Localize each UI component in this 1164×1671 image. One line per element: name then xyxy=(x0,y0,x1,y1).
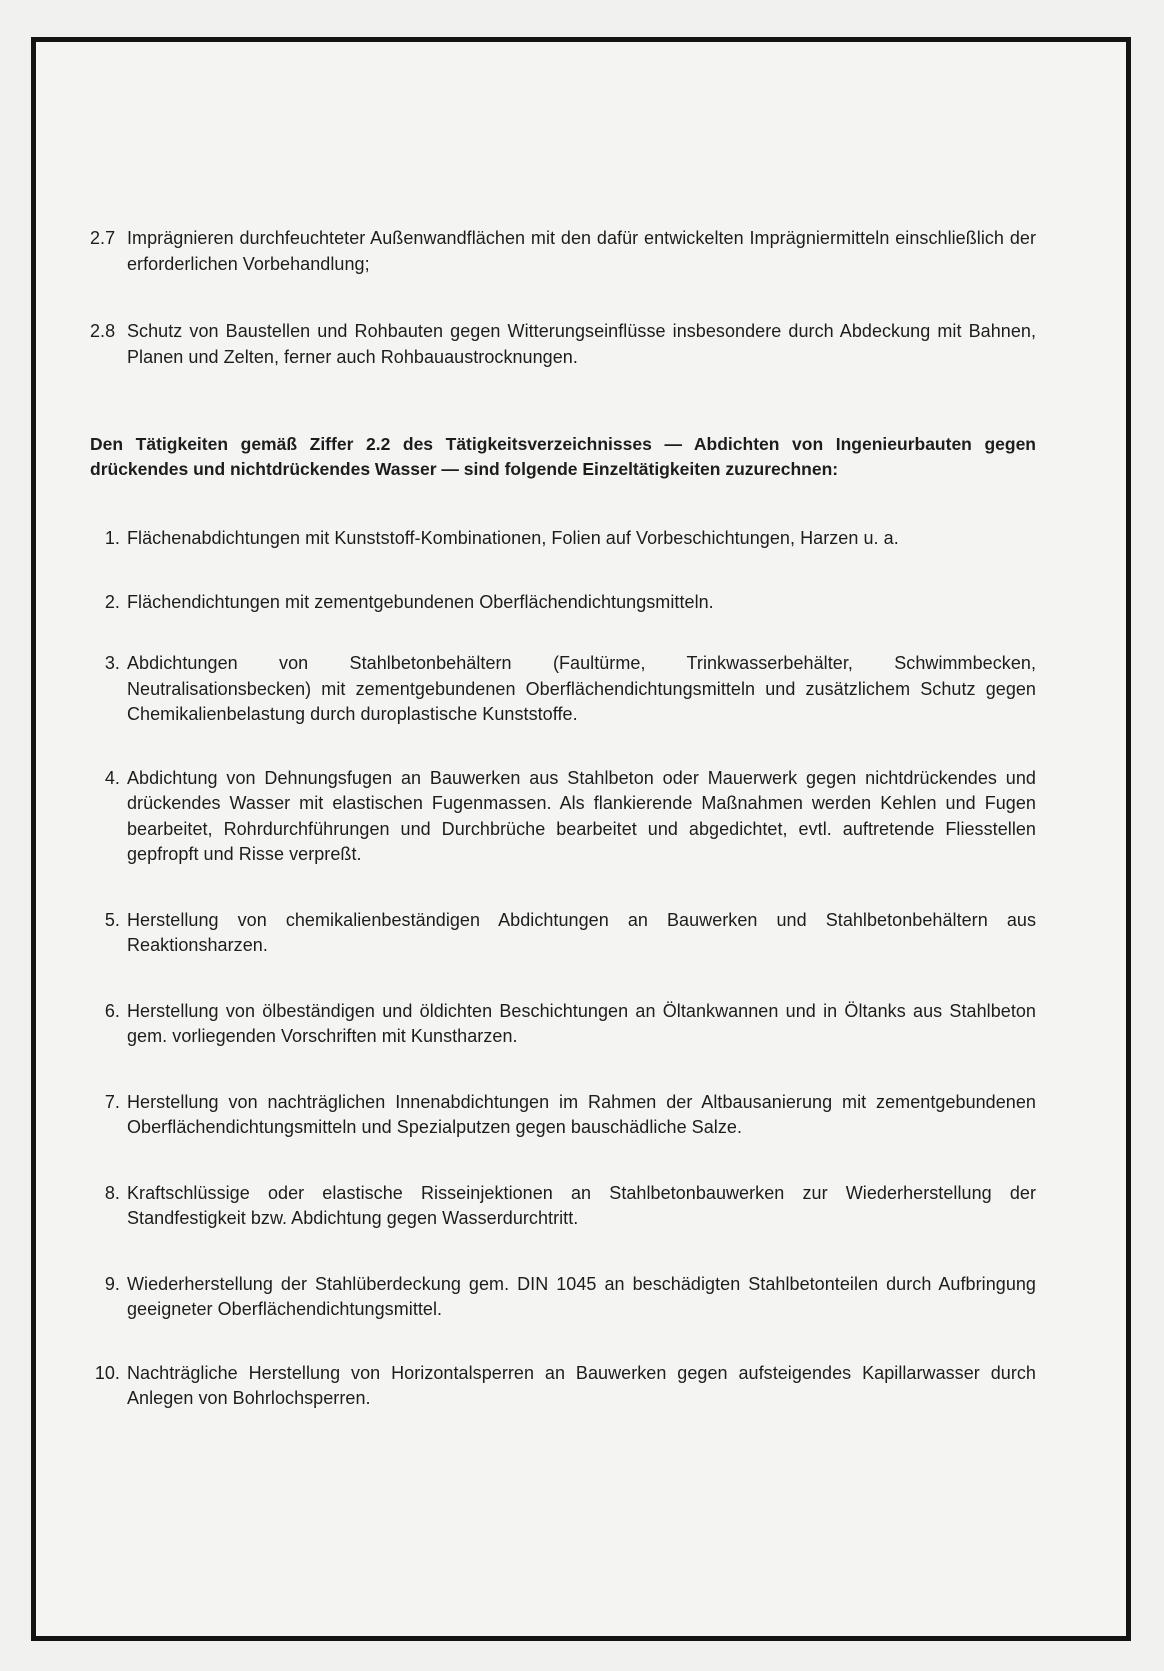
item-text: Herstellung von nachträglichen Innenabdichtungen im Rahmen der Altbausanierung mit zementgebundenen Oberflächendichtungsmitteln und Spezialputzen gegen bauschädliche Salze. xyxy=(127,1091,1036,1137)
item-number: 9. xyxy=(104,1273,120,1294)
item-number: 4. xyxy=(104,767,120,788)
item-number: 3. xyxy=(104,653,120,673)
item-text: Abdichtung von Dehnungsfugen an Bauwerken aus Stahlbeton oder Mauerwerk gegen nichtdrückendes und drückendes Wasser mit elastischen Fugenmassen. Als flankierende Maßnahmen werden Kehlen und Fugen bearbeitet, Rohrdurchführungen und Durchbrüche bearbeitet und abgedichtet, evtl. auftretende Fliesstellen gepfropft und Risse verpreßt. xyxy=(127,767,1036,864)
section-2-7 xyxy=(90,226,1036,277)
list-item-8 xyxy=(90,1181,1036,1232)
item-number: 1. xyxy=(104,528,120,548)
list-item-4 xyxy=(90,766,1036,868)
item-number: 10. xyxy=(94,1362,120,1383)
item-text: Flächenabdichtungen mit Kunststoff-Kombinationen, Folien auf Vorbeschichtungen, Harzen u. a. xyxy=(127,528,899,548)
item-text: Flächendichtungen mit zementgebundenen Oberflächendichtungsmitteln. xyxy=(127,591,714,612)
section-text: Imprägnieren durchfeuchteter Außenwandflächen mit den dafür entwickelten Imprägniermitteln einschließlich der erforderlichen Vorbehandlung; xyxy=(127,228,1036,274)
document-body xyxy=(90,176,1036,1412)
item-number: 7. xyxy=(104,1091,120,1112)
list-item-9 xyxy=(90,1272,1036,1323)
section-2-8 xyxy=(90,319,1036,370)
item-number: 5. xyxy=(104,909,120,930)
item-text: Herstellung von chemikalienbeständigen Abdichtungen an Bauwerken und Stahlbetonbehältern aus Reaktionsharzen. xyxy=(127,909,1036,955)
item-text: Herstellung von ölbeständigen und öldichten Beschichtungen an Öltankwannen und in Öltanks aus Stahlbeton gem. vorliegenden Vorschriften mit Kunstharzen. xyxy=(127,1000,1036,1046)
list-item-1 xyxy=(90,526,1036,552)
item-text: Kraftschlüssige oder elastische Risseinjektionen an Stahlbetonbauwerken zur Wiederherstellung der Standfestigkeit bzw. Abdichtung gegen Wasserdurchtritt. xyxy=(127,1182,1036,1228)
list-item-10 xyxy=(90,1361,1036,1412)
list-item-6 xyxy=(90,999,1036,1050)
list-item-5 xyxy=(90,908,1036,959)
item-text: Wiederherstellung der Stahlüberdeckung gem. DIN 1045 an beschädigten Stahlbetonteilen durch Aufbringung geeigneter Oberflächendichtungsmittel. xyxy=(127,1273,1036,1319)
item-text: Abdichtungen von Stahlbetonbehältern (Faultürme, Trinkwasserbehälter, Schwimmbecken, Neutralisationsbecken) mit zementgebundenen Oberflächendichtungsmitteln und zusätzlichem Schutz gegen Chemikalienbelastung durch duroplastische Kunststoffe. xyxy=(127,653,1036,724)
list-item-7 xyxy=(90,1090,1036,1141)
section-number: 2.8 xyxy=(90,321,116,341)
item-number: 6. xyxy=(104,1000,120,1021)
item-number: 2. xyxy=(104,591,120,612)
item-text: Nachträgliche Herstellung von Horizontalsperren an Bauwerken gegen aufsteigendes Kapillarwasser durch Anlegen von Bohrlochsperren. xyxy=(127,1362,1036,1408)
item-number: 8. xyxy=(104,1182,120,1203)
section-text: Schutz von Baustellen und Rohbauten gegen Witterungseinflüsse insbesondere durch Abdeckung mit Bahnen, Planen und Zelten, ferner auch Rohbauaustrocknungen. xyxy=(127,321,1036,367)
list-item-3 xyxy=(90,651,1036,728)
list-item-2 xyxy=(90,590,1036,616)
section-number: 2.7 xyxy=(90,228,116,248)
intro-paragraph: Den Tätigkeiten gemäß Ziffer 2.2 des Tätigkeitsverzeichnisses — Abdichten von Ingenieurbauten gegen drückendes und nichtdrückendes Wasser — sind folgende Einzeltätigkeiten zuzurechnen: xyxy=(90,434,1036,479)
